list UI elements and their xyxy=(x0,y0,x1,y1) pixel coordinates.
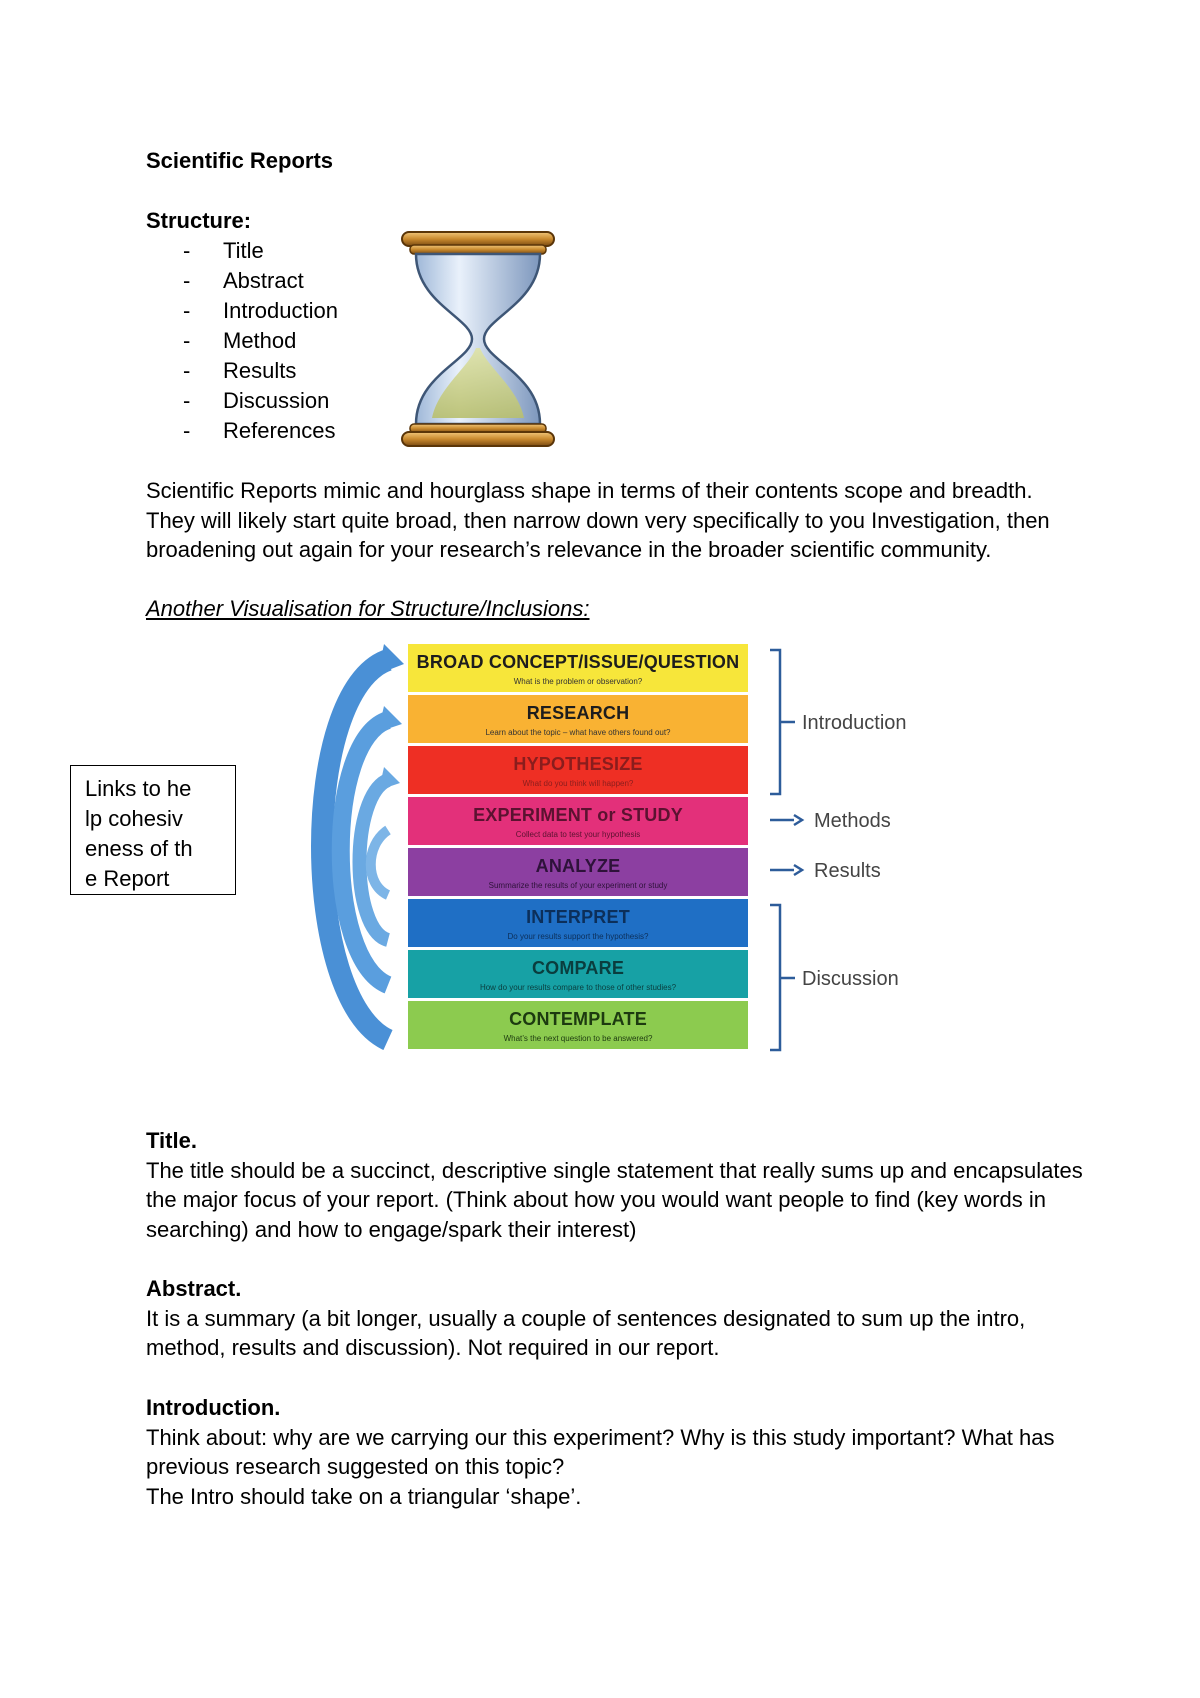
step-title: RESEARCH xyxy=(526,703,630,723)
hourglass-icon xyxy=(398,228,558,450)
section-introduction xyxy=(146,1393,1086,1511)
step-bar xyxy=(408,644,748,692)
section-heading: Title. xyxy=(146,1128,197,1153)
step-title: EXPERIMENT or STUDY xyxy=(473,805,683,825)
section-body: The title should be a succinct, descriptive single statement that really sums up and encapsulates the major focus of your report. (Think about how you would want people to find (key words in searching) and how to engage/spark their interest) xyxy=(146,1157,1083,1242)
section-title xyxy=(146,1126,1086,1244)
step-title: ANALYZE xyxy=(535,856,621,876)
list-item: - Abstract xyxy=(183,268,304,293)
step-title: INTERPRET xyxy=(526,907,630,927)
step-bar xyxy=(408,797,748,845)
research-process-diagram xyxy=(280,640,940,1052)
list-item: - Discussion xyxy=(183,388,330,413)
section-body: Think about: why are we carrying our this experiment? Why is this study important? What has previous research suggested on this topic? xyxy=(146,1424,1055,1479)
cycle-arcs xyxy=(322,644,404,1040)
label-introduction: Introduction xyxy=(802,712,907,734)
label-methods: Methods xyxy=(814,810,891,832)
step-subtitle: Do your results support the hypothesis? xyxy=(507,932,649,941)
step-bar xyxy=(408,950,748,998)
step-bar xyxy=(408,1001,748,1049)
section-body-2: The Intro should take on a triangular ‘shape’. xyxy=(146,1483,582,1509)
section-body: It is a summary (a bit longer, usually a couple of sentences designated to sum up the intro, method, results and discussion). Not required in our report. xyxy=(146,1305,1026,1360)
section-heading: Abstract. xyxy=(146,1276,242,1301)
list-item: - References xyxy=(183,418,336,443)
step-title: BROAD CONCEPT/ISSUE/QUESTION xyxy=(416,652,740,672)
step-subtitle: Learn about the topic – what have others found out? xyxy=(485,728,671,737)
list-item: - Results xyxy=(183,358,297,383)
page-title: Scientific Reports xyxy=(146,148,334,173)
step-subtitle: What do you think will happen? xyxy=(522,779,634,788)
structure-heading: Structure: xyxy=(146,208,252,233)
step-bar xyxy=(408,848,748,896)
list-item: - Introduction xyxy=(183,298,338,323)
step-subtitle: What’s the next question to be answered? xyxy=(503,1034,653,1043)
step-bar xyxy=(408,899,748,947)
links-note-box: Links to help cohesiveness of the Report xyxy=(70,765,236,895)
section-heading: Introduction. xyxy=(146,1395,281,1420)
section-abstract xyxy=(146,1274,1086,1363)
step-bar xyxy=(408,746,748,794)
label-results: Results xyxy=(814,860,881,882)
list-item: - Title xyxy=(183,238,264,263)
step-subtitle: Summarize the results of your experiment or study xyxy=(488,881,668,890)
intro-paragraph: Scientific Reports mimic and hourglass shape in terms of their contents scope and breadth. They will likely start quite broad, then narrow down very specifically to you Investigation, then broadening out again for your research’s relevance in the broader scientific community. xyxy=(146,478,1050,562)
introduction-bracket xyxy=(770,650,780,794)
structure-list xyxy=(178,236,338,446)
step-subtitle: What is the problem or observation? xyxy=(513,677,643,686)
step-subtitle: Collect data to test your hypothesis xyxy=(515,830,641,839)
step-title: HYPOTHESIZE xyxy=(513,754,643,774)
step-title: COMPARE xyxy=(531,958,625,978)
step-bar xyxy=(408,695,748,743)
list-item: - Method xyxy=(183,328,297,353)
visualisation-label: Another Visualisation for Structure/Inclusions: xyxy=(146,596,590,621)
step-title: CONTEMPLATE xyxy=(509,1009,647,1029)
step-subtitle: How do your results compare to those of other studies? xyxy=(479,983,677,992)
label-discussion: Discussion xyxy=(802,968,899,990)
discussion-bracket xyxy=(770,905,780,1050)
